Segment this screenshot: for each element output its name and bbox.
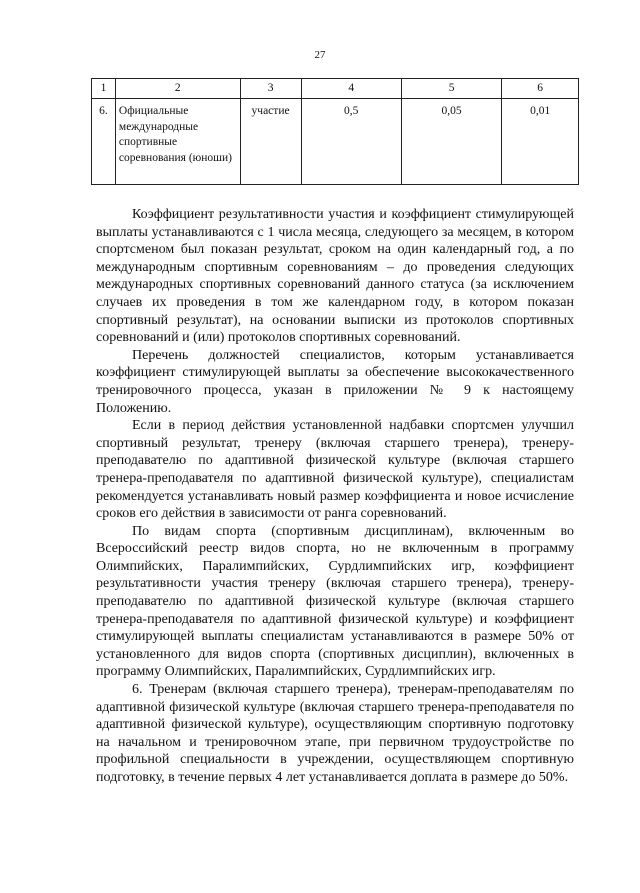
table-row [92,99,579,185]
table-header-cell: 5 [401,79,501,99]
coefficient-cell: 0,05 [401,99,501,185]
table-header-cell: 6 [502,79,579,99]
table-header-cell: 3 [240,79,301,99]
paragraph: Если в период действия установленной надбавки спортсмен улучшил спортивный результат, тренеру (включая старшего тренера), тренеру-преподавателю по адаптивной физической культуре (включая старшего тренера-преподавателя по адаптивной физической культуре), специалистам рекомендуется устанавливать новый размер коэффициента и новое исчисление сроков его действия в зависимости от ранга соревнований. [96,418,574,522]
table-header-row [92,79,579,99]
page-number: 27 [314,49,326,61]
table-header-cell: 4 [301,79,401,99]
table-header-cell: 2 [115,79,240,99]
table-header-cell: 1 [92,79,116,99]
paragraph: 6. Тренерам (включая старшего тренера), тренерам-преподавателям по адаптивной физической культуре (включая старшего тренера-преподавателя по адаптивной физической культуре), осуществляющим спортивную подготовку на начальном и тренировочном этапе, при первичном трудоустройстве по профильной специальности в учреждении, осуществляющем спортивную подготовку, в течение первых 4 лет устанавливается доплата в размере до 50%. [96,682,574,785]
paragraph: Перечень должностей специалистов, которым устанавливается коэффициент стимулирующей выплаты за обеспечение высококачественного тренировочного процесса, указан в приложении № 9 к настоящему Положению. [96,347,574,416]
coefficient-table [91,78,579,185]
coefficient-cell: 0,5 [301,99,401,185]
paragraph: Коэффициент результативности участия и коэффициент стимулирующей выплаты устанавливаются с 1 числа месяца, следующего за месяцем, в котором спортсменом был показан результат, сроком на один календарный год, а по международным спортивным соревнованиям – до проведения следующих международных спортивных соревнований данного статуса (за исключением случаев их проведения в том же календарном году, в котором показан спортивный результат), на основании выписки из протоколов спортивных соревнований и (или) протоколов спортивных соревнований. [96,207,574,346]
body-text [96,206,574,787]
paragraph: По видам спорта (спортивным дисциплинам), включенным во Всероссийский реестр видов спорта, но не включенным в программу Олимпийских, Паралимпийских, Сурдлимпийских игр, коэффициент результативности участия тренеру (включая старшего тренера), тренеру-преподавателю по адаптивной физической культуре (включая старшего тренера-преподавателя по адаптивной физической культуре) и коэффициент стимулирующей выплаты специалистам устанавливаются в размере 50% от установленного для видов спорта (спортивных дисциплин), включенных в программу Олимпийских, Паралимпийских, Сурдлимпийских игр. [96,523,574,680]
result-type-cell: участие [240,99,301,185]
coefficient-cell: 0,01 [502,99,579,185]
competition-name-cell: Официальные международные спортивные соревнования (юноши) [115,99,240,185]
row-number-cell: 6. [92,99,116,185]
